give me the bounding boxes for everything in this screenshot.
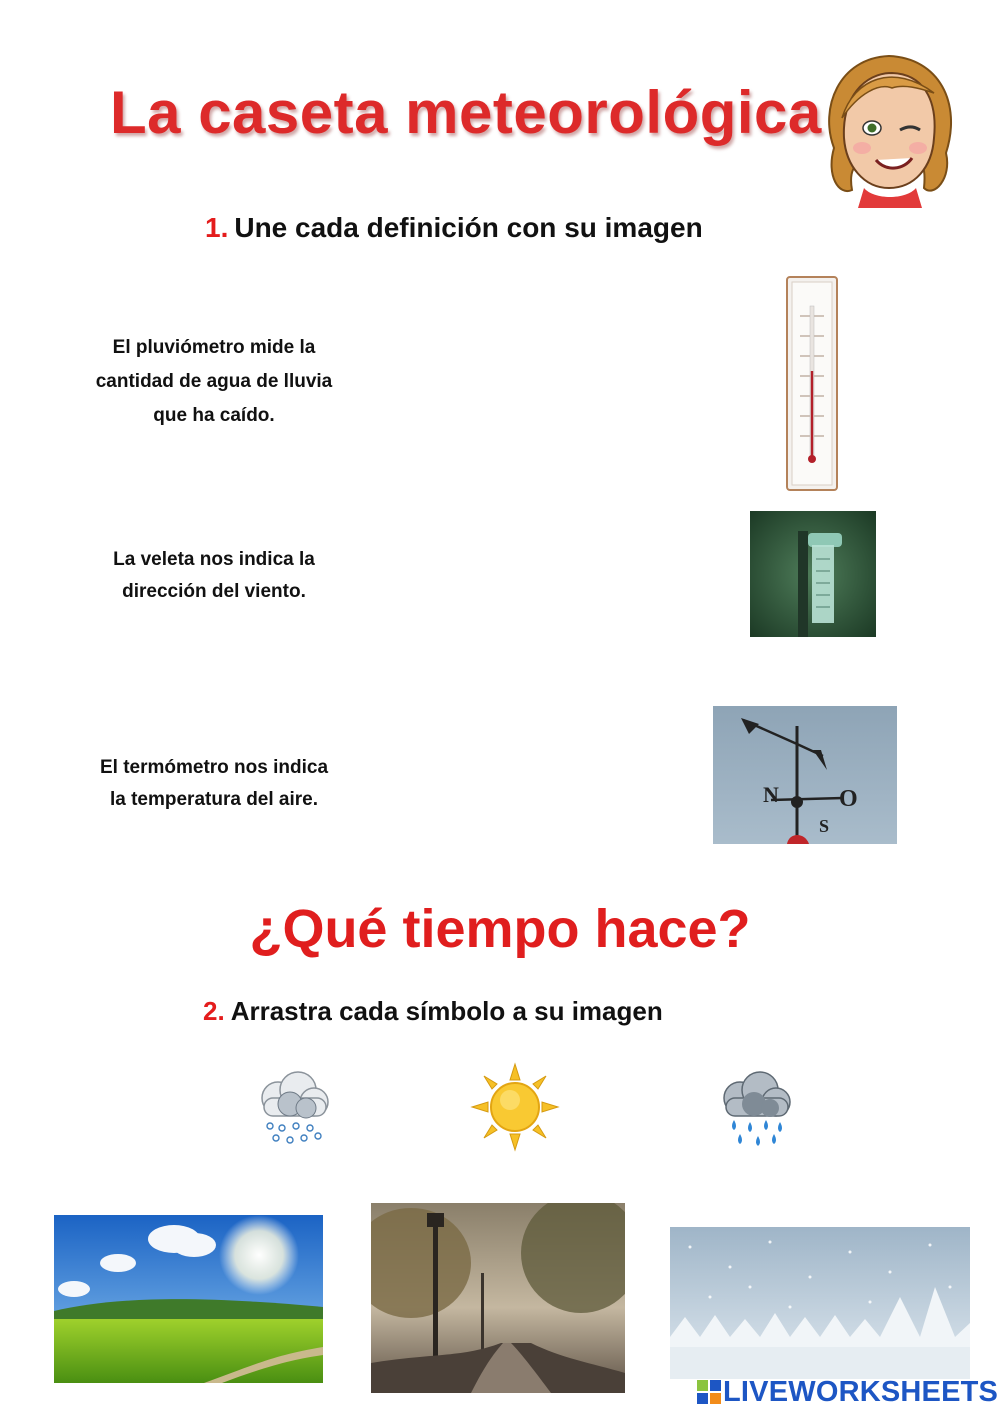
definition-line: El pluviómetro mide la [112, 337, 316, 358]
exercise-1-text: Une cada definición con su imagen [234, 212, 703, 243]
sun-icon[interactable] [470, 1062, 560, 1152]
teacher-avatar [814, 48, 964, 208]
definition-line: dirección del viento. [122, 581, 306, 602]
exercise-2-text: Arrastra cada símbolo a su imagen [230, 996, 663, 1026]
definition-weather-vane[interactable] [64, 544, 364, 608]
sunny-meadow-photo[interactable] [54, 1215, 323, 1383]
rain-gauge-image[interactable] [750, 511, 876, 637]
definition-line: La veleta nos indica la [113, 549, 315, 570]
exercise-2-instruction [203, 996, 663, 1027]
rainy-park-photo[interactable] [371, 1203, 625, 1393]
liveworksheets-wordmark: LIVEWORKSHEETS [723, 1376, 999, 1408]
svg-text:O: O [839, 786, 858, 812]
liveworksheets-logo [697, 1374, 997, 1410]
svg-text:N: N [763, 782, 779, 807]
snow-cloud-icon[interactable] [248, 1062, 338, 1152]
definition-rain-gauge[interactable] [64, 331, 364, 433]
definition-line: la temperatura del aire. [109, 789, 319, 810]
snowy-forest-photo[interactable] [670, 1227, 970, 1379]
thermometer-image[interactable] [786, 276, 838, 491]
rain-cloud-icon[interactable] [710, 1062, 800, 1152]
exercise-1-number: 1. [205, 212, 229, 243]
definition-line: cantidad de agua de lluvia [95, 371, 333, 392]
definition-line: que ha caído. [153, 405, 275, 426]
definition-thermometer[interactable] [64, 752, 364, 816]
exercise-1-instruction [205, 212, 703, 244]
page-title: La caseta meteorológica [110, 79, 822, 146]
liveworksheets-logo-icon [697, 1380, 721, 1404]
section-subtitle: ¿Qué tiempo hace? [249, 899, 751, 959]
exercise-2-number: 2. [203, 996, 225, 1026]
weather-vane-image[interactable] [713, 706, 897, 844]
definition-line: El termómetro nos indica [99, 757, 329, 778]
svg-text:S: S [819, 816, 830, 836]
